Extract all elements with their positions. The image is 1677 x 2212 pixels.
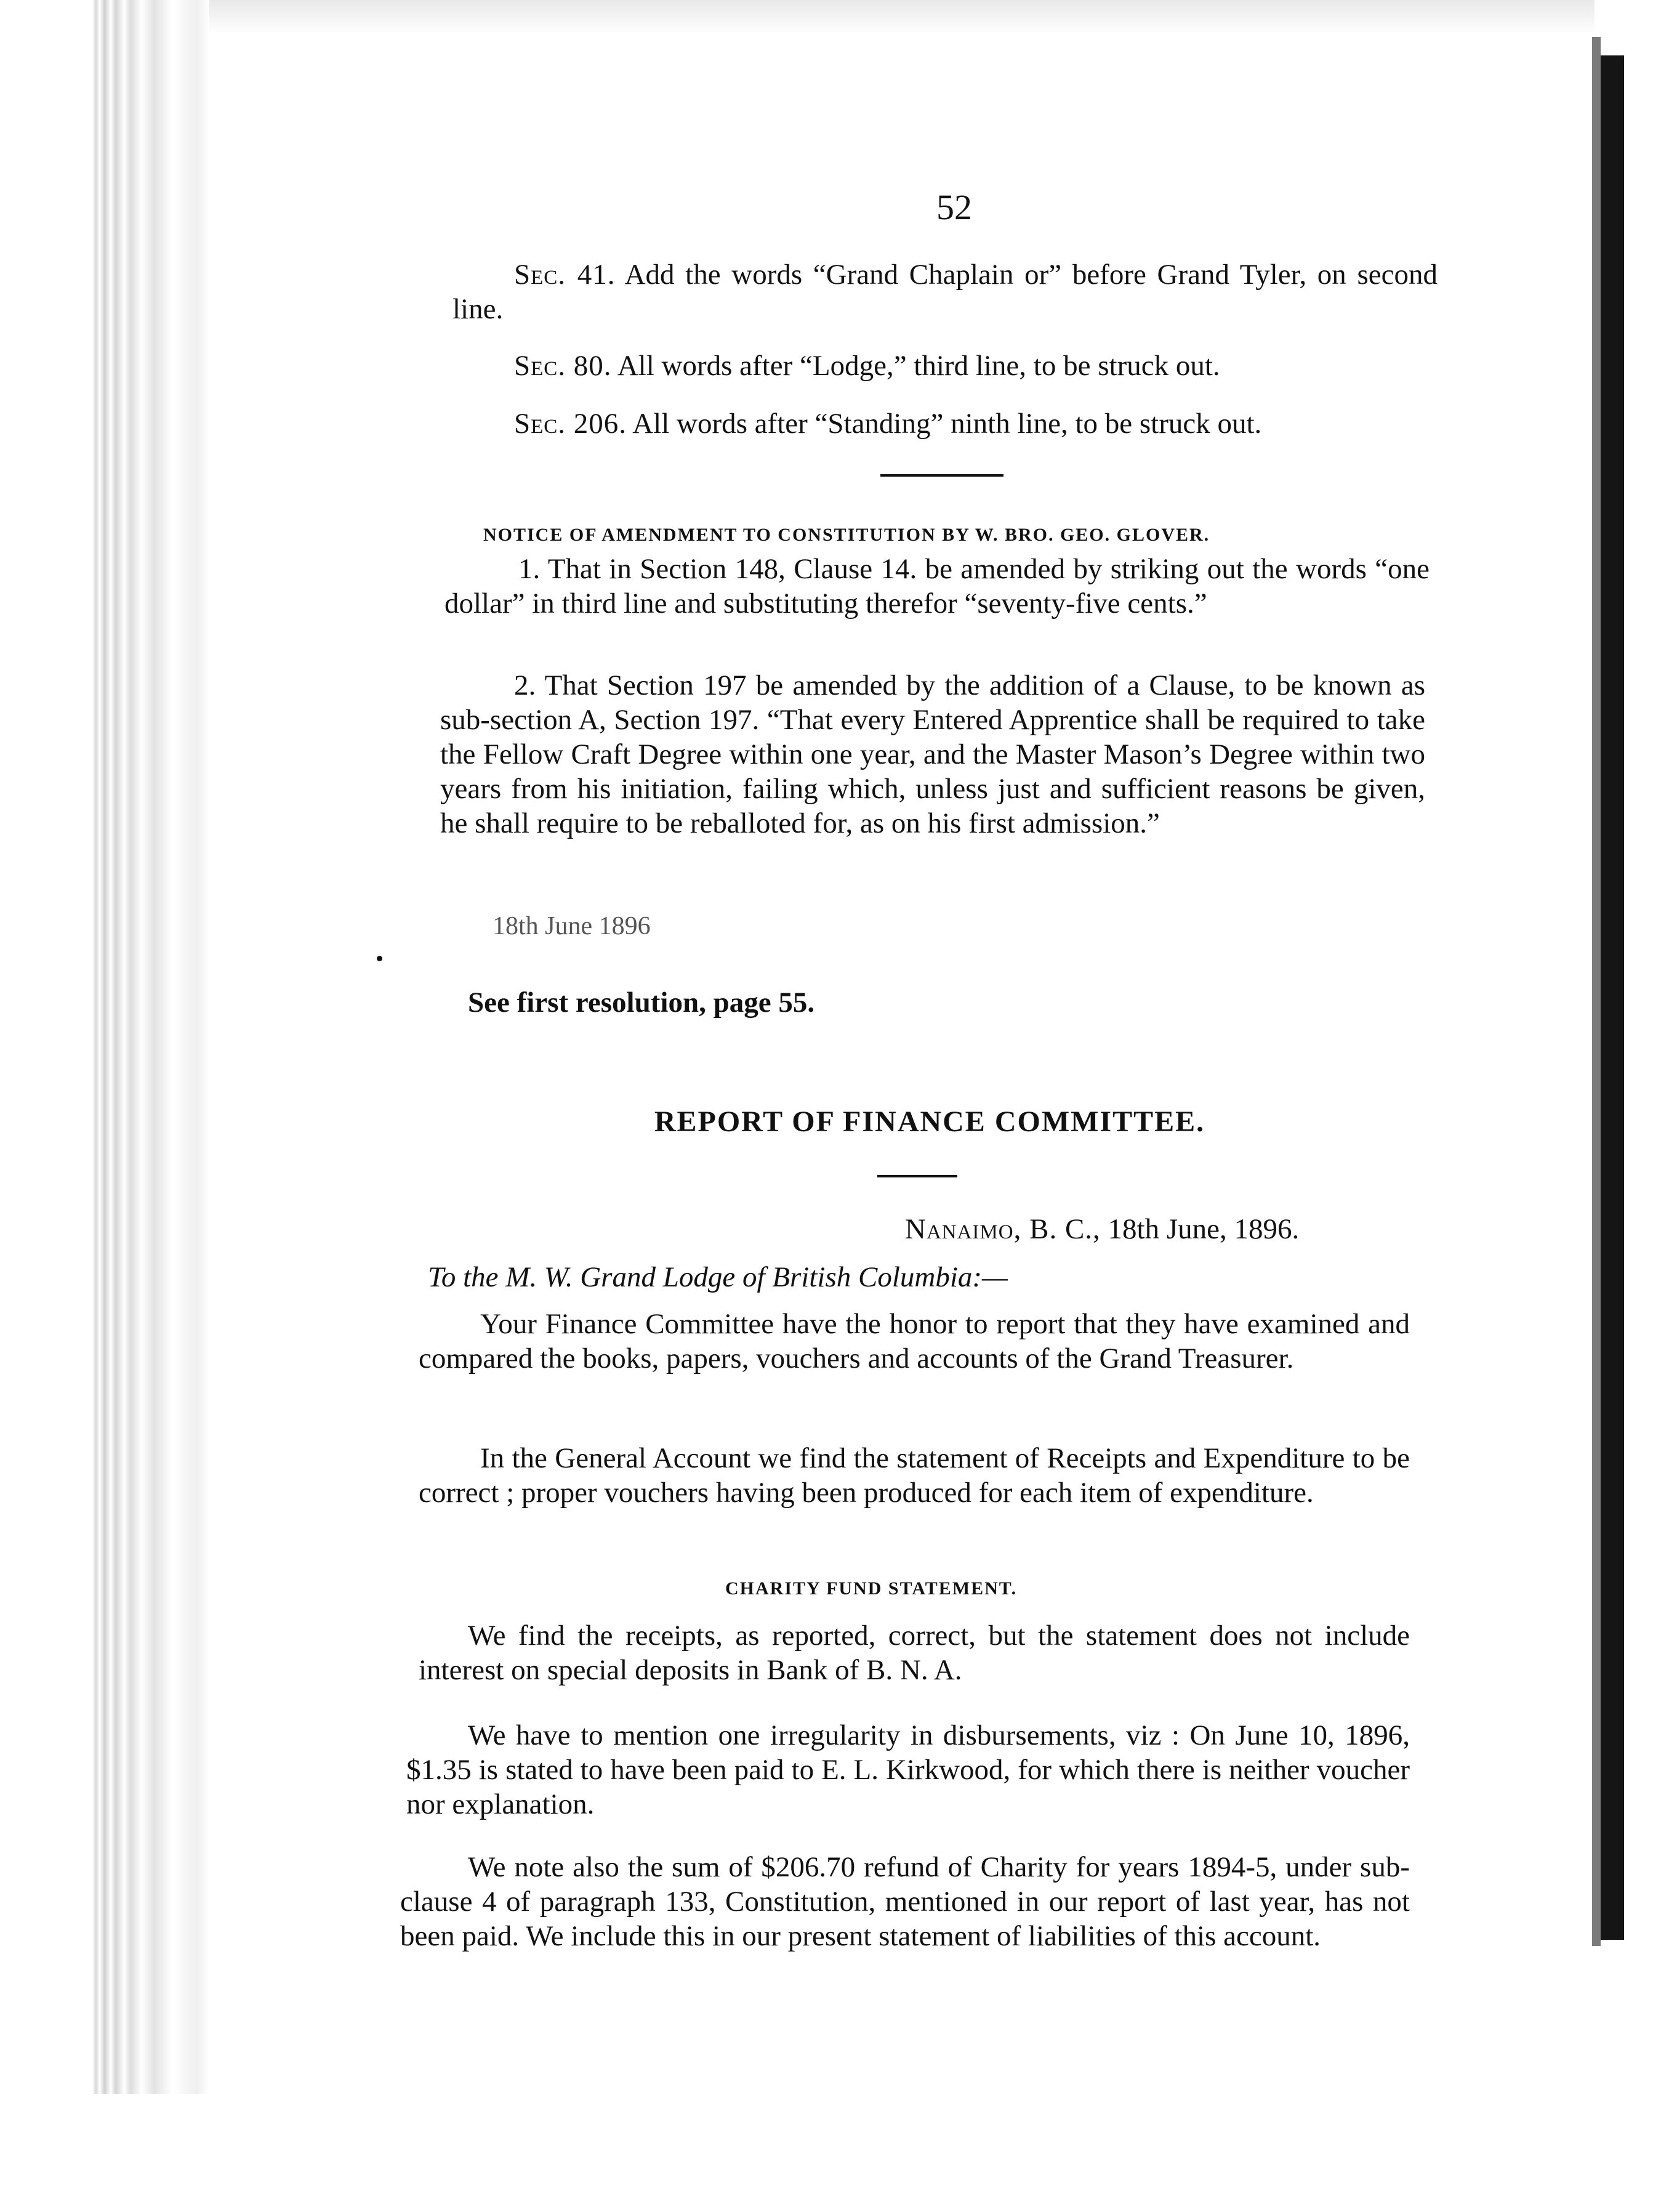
partial-date-line: 18th June 1896: [493, 912, 651, 940]
notice-item-number: 1.: [518, 553, 541, 585]
salutation: To the M. W. Grand Lodge of British Columbia:—: [428, 1261, 1008, 1293]
amendment-text: All words after “Standing” ninth line, to be struck out.: [632, 408, 1262, 440]
amendment-text: All words after “Lodge,” third line, to be struck out.: [617, 350, 1220, 382]
amendment-label: Sec. 41.: [514, 259, 616, 291]
receipts-paragraph: We find the receipts, as reported, correct, but the statement does not include interest on special deposits in Bank of B. N. A.: [419, 1620, 1410, 1686]
amendment-sec-41: [452, 257, 1438, 326]
notice-item-text: That Section 197 be amended by the addition of a Clause, to be known as sub-section A, Section 197. “That every Entered Apprentice shall be required to take the Fellow Craft Degree within one year, and the Master Mason’s Degree within two years from his initiation, failing which, unless just and sufficient reasons be given, he shall require to be reballoted for, as on his first admission.”: [440, 669, 1425, 839]
amendment-label: Sec. 80.: [514, 350, 612, 382]
report-title: REPORT OF FINANCE COMMITTEE.: [654, 1105, 1205, 1138]
see-first-page: page 55.: [713, 987, 815, 1019]
notice-item-text: That in Section 148, Clause 14. be amended by striking out the words “one dollar” in third line and substituting therefor “seventy-five cents.”: [444, 553, 1430, 620]
notice-item-number: 2.: [514, 669, 536, 701]
notice-item-2: [440, 668, 1425, 841]
amendment-sec-206: [514, 406, 1438, 441]
irregularity-paragraph: We have to mention one irregularity in disbursements, viz : On June 10, 1896, $1.35 is stated to have been paid to E. L. Kirkwood, for which there is neither voucher nor explanation.: [406, 1719, 1410, 1820]
notice-item-1: [444, 552, 1430, 621]
amendment-sec-80: [514, 349, 1438, 383]
charity-fund-heading: CHARITY FUND STATEMENT.: [725, 1578, 1018, 1599]
refund-paragraph: We note also the sum of $206.70 refund of Charity for years 1894-5, under sub-clause 4 of paragraph 133, Constitution, mentioned in our report of last year, has not been paid. We include this in our present statement of liabilities of this account.: [400, 1851, 1410, 1952]
dateline-date: 18th June, 1896.: [1108, 1213, 1300, 1245]
amendment-label: Sec. 206.: [514, 408, 627, 440]
amendment-text: Add the words “Grand Chaplain or” before Grand Tyler, on second line.: [452, 259, 1438, 325]
page-number: 52: [936, 187, 972, 227]
stray-mark: [377, 956, 382, 961]
finance-report-paragraph: Your Finance Committee have the honor to report that they have examined and compared the books, papers, vouchers and accounts of the Grand Treasurer.: [419, 1308, 1410, 1374]
dateline-place: Nanaimo, B. C.,: [905, 1213, 1101, 1245]
general-account-paragraph: In the General Account we find the statement of Receipts and Expenditure to be correct ; proper vouchers having been produced for each item of expenditure.: [419, 1442, 1410, 1509]
see-first-text: See first resolution,: [468, 987, 714, 1019]
section-divider: [880, 474, 1003, 477]
notice-heading: NOTICE OF AMENDMENT TO CONSTITUTION BY W. BRO. GEO. GLOVER.: [483, 525, 1210, 545]
dateline: [905, 1212, 1459, 1246]
see-first-resolution: [468, 985, 1084, 1020]
title-divider: [877, 1175, 957, 1177]
